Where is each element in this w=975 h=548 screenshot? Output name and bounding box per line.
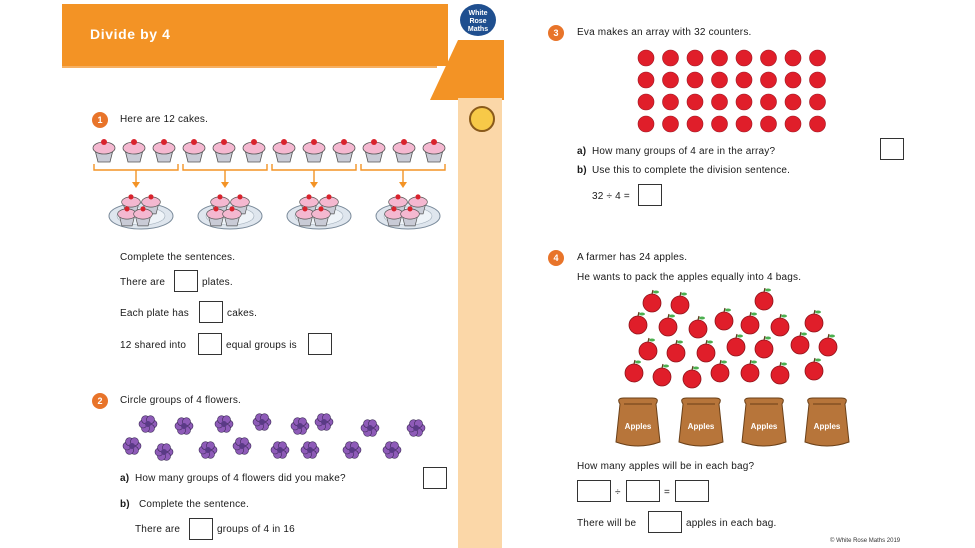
group-bracket <box>272 164 356 170</box>
counter <box>761 116 777 132</box>
q2-flowers-illustration <box>118 410 438 462</box>
q1-line1-end: plates. <box>202 277 233 288</box>
q1-groups-answer-box[interactable] <box>198 333 222 355</box>
q4-result-box[interactable] <box>675 480 709 502</box>
flower-icon <box>155 444 173 461</box>
q4-prompt1: A farmer has 24 apples. <box>577 252 688 263</box>
counter <box>712 72 728 88</box>
apple-icon <box>711 360 729 382</box>
flower-icon <box>301 442 319 459</box>
apple-icon <box>629 312 647 334</box>
counter <box>663 50 679 66</box>
arrow-icon <box>399 182 407 188</box>
apple-icon <box>791 332 809 354</box>
q2-a-answer-box[interactable] <box>423 467 447 489</box>
apple-icon <box>755 288 773 310</box>
cupcake-icon <box>393 139 415 162</box>
q3-b-label: b) <box>577 165 587 176</box>
question-3-number: 3 <box>548 25 564 41</box>
counter <box>785 116 801 132</box>
counter <box>663 94 679 110</box>
q4-eq-sign: = <box>664 487 671 498</box>
white-rose-maths-logo: White Rose Maths <box>458 2 498 38</box>
flower-icon <box>215 416 233 433</box>
flower-icon <box>407 420 425 437</box>
counter <box>638 72 654 88</box>
cupcake-icon <box>183 139 205 162</box>
q1-complete-text: Complete the sentences. <box>120 252 236 263</box>
q1-line3-start: 12 shared into <box>120 340 187 351</box>
cupcake-icon <box>303 139 325 162</box>
cupcake-icon <box>213 139 235 162</box>
counter <box>761 50 777 66</box>
q4-answer-box[interactable] <box>648 511 682 533</box>
counter <box>687 50 703 66</box>
q3-counter-array <box>632 46 832 136</box>
cupcake-icon <box>363 139 385 162</box>
q2-b-text: Complete the sentence. <box>139 499 250 510</box>
apple-icon <box>771 362 789 384</box>
apple-bag-label: Apples <box>687 422 715 431</box>
apple-icon <box>715 308 733 330</box>
apple-icon <box>741 360 759 382</box>
page-title: Divide by 4 <box>90 26 171 42</box>
q1-prompt: Here are 12 cakes. <box>120 114 209 125</box>
q4-answer-start: There will be <box>577 518 637 529</box>
q2-line-start: There are <box>135 524 181 535</box>
q1-cakes-illustration <box>88 136 450 232</box>
flower-icon <box>123 438 141 455</box>
flower-icon <box>175 418 193 435</box>
cupcake-icon <box>93 139 115 162</box>
counter <box>687 116 703 132</box>
divider-column <box>458 98 502 548</box>
q1-line1-start: There are <box>120 277 166 288</box>
cupcake-icon <box>333 139 355 162</box>
q4-divisor-box[interactable] <box>626 480 660 502</box>
cupcake-icon <box>423 139 445 162</box>
apple-icon <box>727 334 745 356</box>
counter <box>712 50 728 66</box>
q2-line-end: groups of 4 in 16 <box>217 524 295 535</box>
group-bracket <box>361 164 445 170</box>
flower-icon <box>139 416 157 433</box>
q4-apple-bags <box>608 396 858 450</box>
apple-icon <box>819 334 837 356</box>
counter <box>638 94 654 110</box>
apple-icon <box>805 358 823 380</box>
question-4-number: 4 <box>548 250 564 266</box>
counter <box>712 94 728 110</box>
owl-icon <box>469 106 495 132</box>
counter <box>638 116 654 132</box>
apple-icon <box>653 364 671 386</box>
counter <box>663 116 679 132</box>
apple-icon <box>755 336 773 358</box>
flower-icon <box>233 438 251 455</box>
flower-icon <box>253 414 271 431</box>
apple-icon <box>683 366 701 388</box>
arrow-icon <box>221 182 229 188</box>
flower-icon <box>383 442 401 459</box>
counter <box>687 94 703 110</box>
flower-icon <box>361 420 379 437</box>
flower-icon <box>199 442 217 459</box>
flower-icon <box>271 442 289 459</box>
q3-b-text: Use this to complete the division sentence. <box>592 165 791 176</box>
apple-bag-icon <box>805 398 849 446</box>
counter <box>687 72 703 88</box>
q4-question: How many apples will be in each bag? <box>577 461 755 472</box>
q4-prompt2: He wants to pack the apples equally into 4 bags. <box>577 272 802 283</box>
q2-b-answer-box[interactable] <box>189 518 213 540</box>
counter <box>785 94 801 110</box>
apple-icon <box>659 314 677 336</box>
counter <box>736 72 752 88</box>
question-1-number: 1 <box>92 112 108 128</box>
apple-bag-icon <box>679 398 723 446</box>
group-bracket <box>183 164 267 170</box>
q4-answer-end: apples in each bag. <box>686 518 777 529</box>
q1-line3-mid: equal groups is <box>226 340 297 351</box>
q1-line2-start: Each plate has <box>120 308 189 319</box>
counter <box>761 94 777 110</box>
apple-bag-icon <box>616 398 660 446</box>
cupcake-icon <box>123 139 145 162</box>
q2-prompt: Circle groups of 4 flowers. <box>120 395 242 406</box>
q4-apples-illustration <box>620 288 840 390</box>
q1-line2-end: cakes. <box>227 308 258 319</box>
apple-bag-icon <box>742 398 786 446</box>
flower-icon <box>343 442 361 459</box>
apple-icon <box>671 292 689 314</box>
header-underline <box>62 66 437 68</box>
group-bracket <box>94 164 178 170</box>
counter <box>736 94 752 110</box>
question-2-number: 2 <box>92 393 108 409</box>
counter <box>810 72 826 88</box>
apple-icon <box>643 290 661 312</box>
apple-bag-label: Apples <box>813 422 841 431</box>
q3-a-text: How many groups of 4 are in the array? <box>592 146 776 157</box>
counter <box>663 72 679 88</box>
apple-icon <box>667 340 685 362</box>
counter <box>712 116 728 132</box>
flower-icon <box>291 418 309 435</box>
counter <box>810 116 826 132</box>
counter <box>785 72 801 88</box>
cupcake-icon <box>153 139 175 162</box>
flower-icon <box>315 414 333 431</box>
q1-plates-answer-box[interactable] <box>174 270 198 292</box>
apple-icon <box>805 310 823 332</box>
apple-bag-label: Apples <box>750 422 778 431</box>
q3-a-label: a) <box>577 146 587 157</box>
counter <box>810 94 826 110</box>
arrow-icon <box>132 182 140 188</box>
apple-icon <box>639 338 657 360</box>
q2-a-label: a) <box>120 473 130 484</box>
apple-icon <box>625 360 643 382</box>
apple-bag-label: Apples <box>624 422 652 431</box>
counter <box>736 116 752 132</box>
counter <box>736 50 752 66</box>
copyright: © White Rose Maths 2019 <box>830 538 901 544</box>
counter <box>761 72 777 88</box>
apple-icon <box>771 314 789 336</box>
q2-b-label: b) <box>120 499 130 510</box>
q4-div-sign: ÷ <box>615 487 621 498</box>
q1-cakes-answer-box[interactable] <box>199 301 223 323</box>
arrow-icon <box>310 182 318 188</box>
cupcake-icon <box>243 139 265 162</box>
q4-dividend-box[interactable] <box>577 480 611 502</box>
q3-b-answer-box[interactable] <box>638 184 662 206</box>
q2-a-text: How many groups of 4 flowers did you make? <box>135 473 346 484</box>
counter <box>810 50 826 66</box>
cupcake-icon <box>273 139 295 162</box>
counter <box>638 50 654 66</box>
apple-icon <box>689 316 707 338</box>
divider-corner <box>430 40 504 100</box>
apple-icon <box>741 312 759 334</box>
q3-prompt: Eva makes an array with 32 counters. <box>577 27 752 38</box>
counter <box>785 50 801 66</box>
apple-icon <box>697 340 715 362</box>
q3-sentence: 32 ÷ 4 = <box>592 191 630 202</box>
q3-a-answer-box[interactable] <box>880 138 904 160</box>
q1-result-answer-box[interactable] <box>308 333 332 355</box>
